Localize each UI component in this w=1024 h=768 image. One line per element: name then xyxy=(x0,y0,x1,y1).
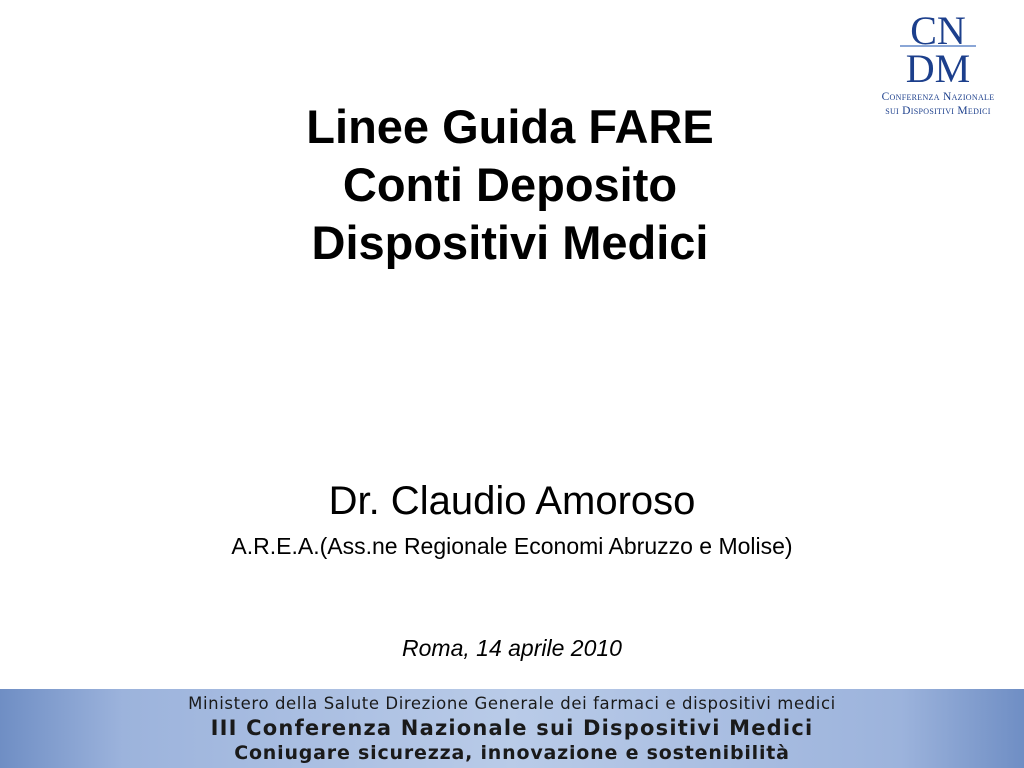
cndm-logo xyxy=(856,10,1020,128)
footer-banner xyxy=(0,689,1024,768)
author-name: Dr. Claudio Amoroso xyxy=(328,479,696,523)
logo-letters-bottom: DM xyxy=(905,46,971,90)
banner-line-3: Coniugare sicurezza, innovazione e sostenibilità xyxy=(234,742,790,764)
logo-caption-line1: Conferenza Nazionale xyxy=(881,91,995,103)
logo-caption xyxy=(856,90,1020,118)
slide-title xyxy=(200,98,820,272)
logo-letters-top: CN xyxy=(910,10,966,53)
banner-line-1: Ministero della Salute Direzione Generale dei farmaci e dispositivi medici xyxy=(188,694,836,713)
place-date: Roma, 14 aprile 2010 xyxy=(402,635,622,661)
title-line-2: Conti Deposito xyxy=(342,158,678,211)
title-line-1: Linee Guida FARE xyxy=(306,100,714,153)
cndm-logo-icon xyxy=(856,10,1020,90)
logo-caption-line2: sui Dispositivi Medici xyxy=(885,105,991,117)
title-line-3: Dispositivi Medici xyxy=(311,216,709,269)
banner-line-2: III Conferenza Nazionale sui Dispositivi Medici xyxy=(210,716,814,740)
author-affiliation: A.R.E.A.(Ass.ne Regionale Economi Abruzzo e Molise) xyxy=(231,533,793,559)
